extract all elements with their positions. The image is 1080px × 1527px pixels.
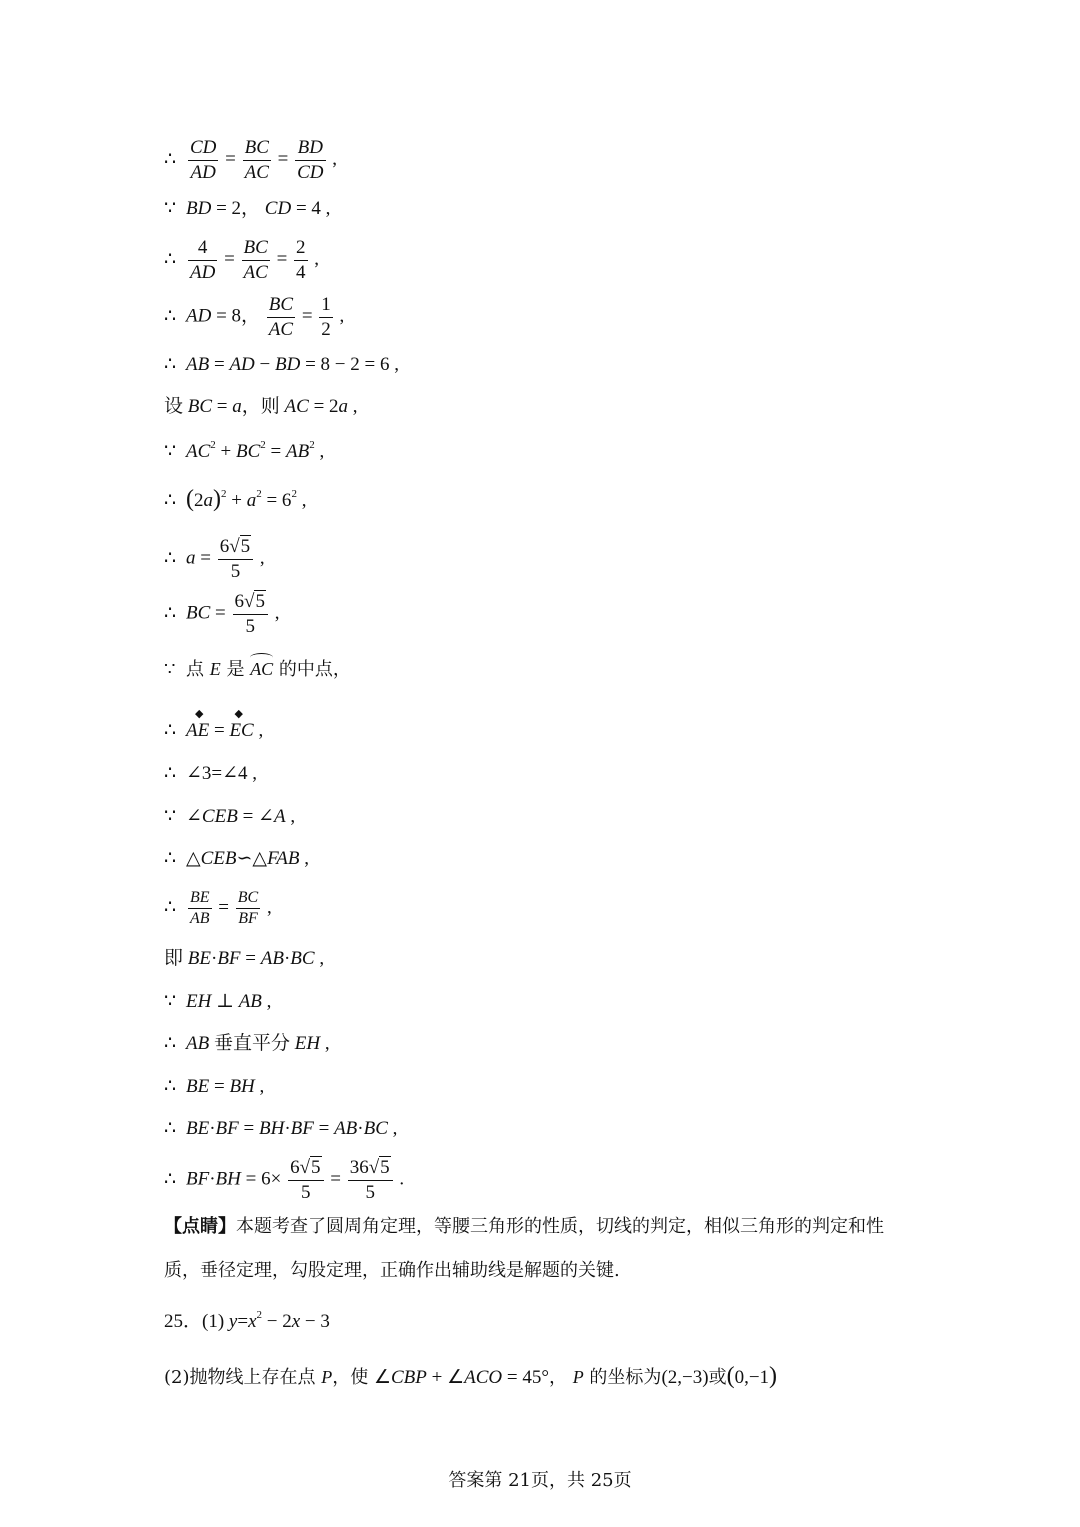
step-line-2: ∵ BD = 2， CD = 4 , — [164, 198, 331, 219]
step-line-5: ∴ AB = AD − BD = 8 − 2 = 6 , — [164, 354, 399, 375]
step-line-1: ∴ $\frac{CD}{AD}$ = $\frac{BC}{AC}$ = $\frac{BD}{CD}$ , — [164, 137, 338, 183]
step-line-21: ∴ BE·BF = BH·BF = AB·BC , — [164, 1118, 398, 1139]
dianjing-text-2: 质，垂径定理，勾股定理，正确作出辅助线是解题的关键. — [164, 1260, 620, 1281]
step-line-4: ∴ AD = 8， $\frac{BC}{AC}$ = $\frac{1}{2}$ , — [164, 294, 345, 340]
step-line-10: ∴ BC = $\frac{6√5}{5}$ , — [164, 591, 280, 637]
step-line-16: ∴ $\frac{BE}{AB}$ = $\frac{BC}{BF}$ , — [164, 889, 272, 927]
step-line-7: ∵ $AC^2 + BC^2 = AB^2$ , — [164, 439, 325, 462]
step-line-20: ∴ BE = BH , — [164, 1076, 265, 1097]
q25-part2: (2)抛物线上存在点 P，使 ∠CBP + ∠ACO = 45°， P 的坐标为(2,−3)或(0,−1) — [164, 1363, 778, 1389]
dianjing-label: 【点睛】 — [164, 1216, 236, 1237]
step-line-11: ∵ 点 E 是 AC 的中点， — [164, 659, 351, 680]
q25-number: 25． — [164, 1311, 203, 1332]
step-line-13: ∴ ∠3=∠4 , — [164, 763, 258, 784]
step-line-22: ∴ BF·BH = 6× $\frac{6√5}{5}$ = $\frac{36√5}{5}$ . — [164, 1157, 405, 1203]
step-line-17: 即 BE·BF = AB·BC , — [164, 948, 325, 969]
step-line-19: ∴ AB 垂直平分 EH , — [164, 1033, 330, 1054]
step-line-18: ∵ EH ⊥ AB , — [164, 991, 272, 1012]
step-line-14: ∵ ∠CEB = ∠A , — [164, 806, 296, 827]
page-footer: 答案第 21页，共 25页 — [448, 1470, 632, 1491]
step-line-3: ∴ $\frac{4}{AD}$ = $\frac{BC}{AC}$ = $\frac{2}{4}$ , — [164, 237, 320, 283]
step-line-15: ∴ △CEB∽△FAB , — [164, 848, 309, 869]
dianjing-paragraph — [164, 1205, 924, 1293]
step-line-12: ∴ ◆ AE = ◆ EC , — [164, 708, 264, 741]
step-line-6: 设 BC = a，则 AC = 2a , — [164, 396, 358, 417]
q25-part1: 25．(1) $y=x^2 - 2x - 3$ — [164, 1309, 330, 1332]
step-line-9: ∴ a = $\frac{6√5}{5}$ , — [164, 536, 265, 582]
dianjing-text-1: 本题考查了圆周角定理，等腰三角形的性质，切线的判定，相似三角形的判定和性 — [236, 1216, 884, 1237]
step-line-8: ∴ $(2a)^2 + a^2 = 6^2$ , — [164, 486, 307, 512]
